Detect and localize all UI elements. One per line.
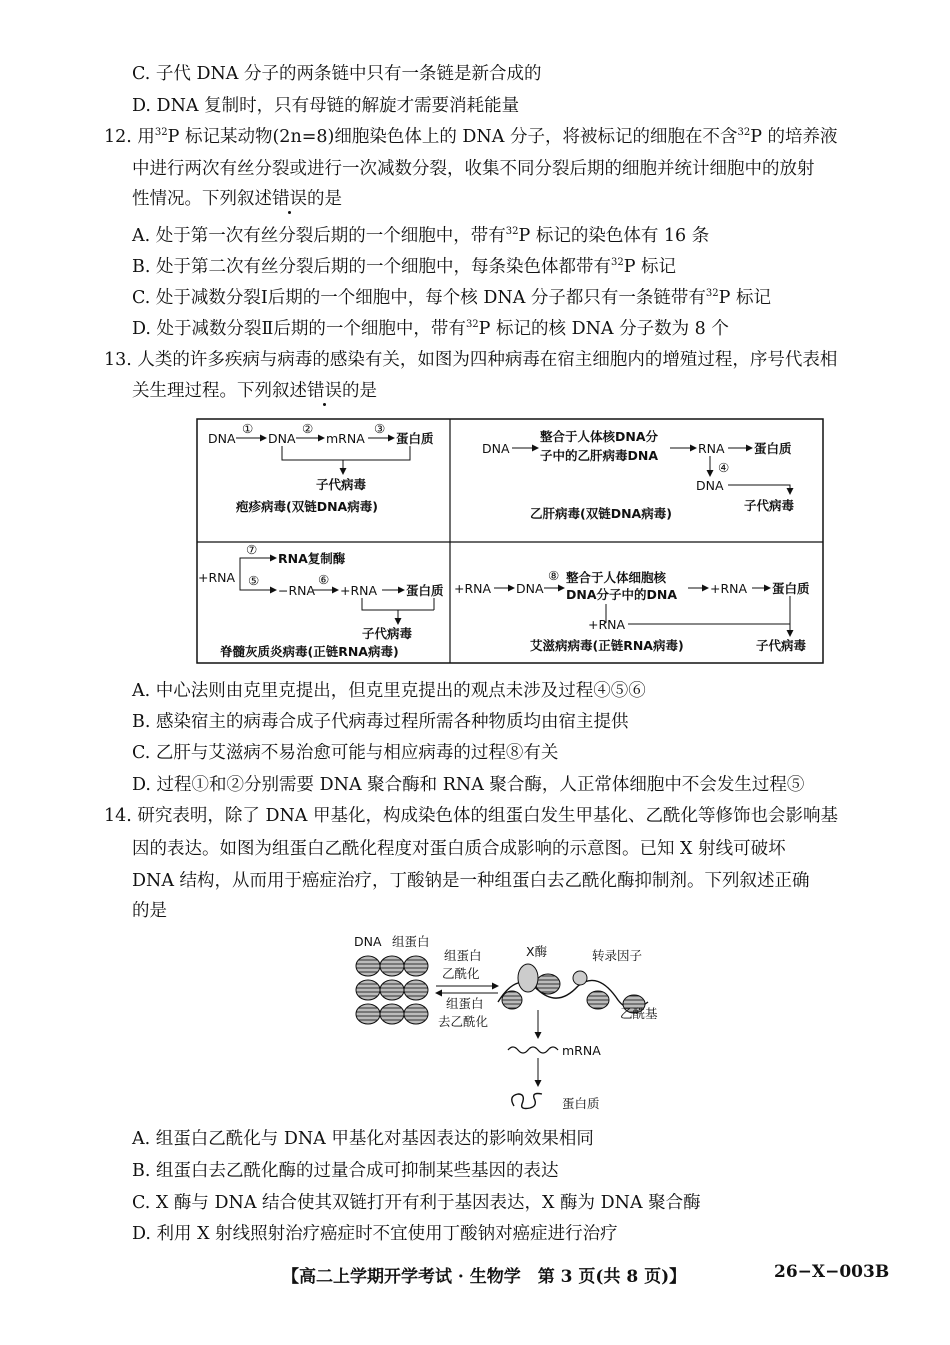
svg-text:组蛋白: 组蛋白 — [392, 934, 430, 949]
svg-text:组蛋白: 组蛋白 — [444, 948, 482, 963]
page-footer: 【高二上学期开学考试 · 生物学 第 3 页(共 8 页)】 — [282, 1267, 687, 1287]
svg-text:⑦: ⑦ — [246, 542, 258, 557]
q13-stem-line2: 关生理过程。下列叙述错误的是 — [132, 381, 377, 401]
q11-option-d: D. DNA 复制时，只有母链的解旋才需要消耗能量 — [132, 96, 520, 116]
q14-stem-line1: 14. 研究表明，除了 DNA 甲基化，构成染色体的组蛋白发生甲基化、乙酰化等修饰也会影响基 — [104, 806, 838, 826]
svg-text:⑥: ⑥ — [318, 572, 330, 587]
svg-text:子中的乙肝病毒DNA: 子中的乙肝病毒DNA — [540, 448, 659, 463]
svg-text:+RNA: +RNA — [198, 570, 236, 585]
q14-stem-line3: DNA 结构，从而用于癌症治疗，丁酸钠是一种组蛋白去乙酰化酶抑制剂。下列叙述正确 — [132, 871, 810, 891]
svg-text:蛋白质: 蛋白质 — [754, 441, 792, 456]
svg-text:乙酰化: 乙酰化 — [442, 966, 480, 981]
hepatitis-b-panel — [482, 429, 795, 521]
q12-stem-line1: 12. 用$^{32}$P 标记某动物(2n=8)细胞染色体上的 DNA 分子，将被标记的细胞在不含$^{32}$P 的培养液 — [104, 127, 838, 147]
q14-stem-line2: 因的表达。如图为组蛋白乙酰化程度对蛋白质合成影响的示意图。已知 X 射线可破坏 — [132, 839, 786, 859]
virus-replication-diagram — [196, 418, 824, 664]
svg-text:mRNA: mRNA — [326, 431, 365, 446]
q13-option-c: C. 乙肝与艾滋病不易治愈可能与相应病毒的过程⑧有关 — [132, 743, 559, 763]
p1-dna1: DNA — [208, 431, 236, 446]
svg-text:去乙酰化: 去乙酰化 — [438, 1014, 489, 1029]
svg-text:DNA: DNA — [482, 441, 510, 456]
svg-text:+RNA: +RNA — [340, 583, 378, 598]
svg-text:子代病毒: 子代病毒 — [756, 638, 807, 653]
histone-acetylation-figure — [348, 930, 678, 1120]
q12-option-d: D. 处于减数分裂Ⅱ后期的一个细胞中，带有$^{32}$P 标记的核 DNA 分子数为 8 个 — [132, 319, 729, 339]
q14-option-c: C. X 酶与 DNA 结合使其双链打开有利于基因表达，X 酶为 DNA 聚合酶 — [132, 1193, 701, 1213]
svg-text:组蛋白: 组蛋白 — [446, 996, 484, 1011]
svg-text:蛋白质: 蛋白质 — [406, 583, 444, 598]
svg-text:疱疹病毒(双链DNA病毒): 疱疹病毒(双链DNA病毒) — [236, 499, 378, 514]
svg-text:DNA: DNA — [354, 934, 382, 949]
svg-text:+RNA: +RNA — [454, 581, 492, 596]
svg-text:子代病毒: 子代病毒 — [362, 626, 413, 641]
svg-text:⑤: ⑤ — [248, 573, 260, 588]
svg-text:子代病毒: 子代病毒 — [744, 498, 795, 513]
svg-text:②: ② — [302, 421, 314, 436]
svg-text:DNA: DNA — [516, 581, 544, 596]
svg-text:①: ① — [242, 421, 254, 436]
q13-emphasis: 错误 — [307, 381, 342, 401]
svg-text:蛋白质: 蛋白质 — [562, 1096, 600, 1111]
svg-text:子代病毒: 子代病毒 — [316, 477, 367, 492]
svg-text:DNA: DNA — [696, 478, 724, 493]
hiv-panel — [454, 568, 810, 653]
q14-stem-line4: 的是 — [132, 901, 167, 921]
svg-text:艾滋病病毒(正链RNA病毒): 艾滋病病毒(正链RNA病毒) — [530, 638, 684, 653]
q14-option-a: A. 组蛋白乙酰化与 DNA 甲基化对基因表达的影响效果相同 — [132, 1129, 594, 1149]
svg-text:mRNA: mRNA — [562, 1043, 601, 1058]
svg-text:蛋白质: 蛋白质 — [396, 431, 434, 446]
q12-option-c: C. 处于减数分裂Ⅰ后期的一个细胞中，每个核 DNA 分子都只有一条链带有$^{32}$P 标记 — [132, 288, 771, 308]
svg-text:DNA分子中的DNA: DNA分子中的DNA — [566, 587, 678, 602]
svg-text:RNA: RNA — [698, 441, 725, 456]
svg-text:+RNA: +RNA — [710, 581, 748, 596]
q13-option-d: D. 过程①和②分别需要 DNA 聚合酶和 RNA 聚合酶，人正常体细胞中不会发生过程⑤ — [132, 775, 805, 795]
q13-option-a: A. 中心法则由克里克提出，但克里克提出的观点未涉及过程④⑤⑥ — [132, 681, 646, 701]
svg-text:④: ④ — [718, 460, 730, 475]
svg-text:③: ③ — [374, 421, 386, 436]
polio-virus-panel — [198, 542, 444, 659]
svg-text:DNA: DNA — [268, 431, 296, 446]
svg-text:整合于人体核DNA分: 整合于人体核DNA分 — [540, 429, 659, 444]
svg-text:整合于人体细胞核: 整合于人体细胞核 — [566, 570, 667, 585]
svg-text:蛋白质: 蛋白质 — [772, 581, 810, 596]
q12-option-b: B. 处于第二次有丝分裂后期的一个细胞中，每条染色体都带有$^{32}$P 标记 — [132, 257, 677, 277]
q13-stem-line1: 13. 人类的许多疾病与病毒的感染有关，如图为四种病毒在宿主细胞内的增殖过程，序号代表相 — [104, 350, 838, 370]
svg-text:+RNA: +RNA — [588, 617, 626, 632]
q11-option-c: C. 子代 DNA 分子的两条链中只有一条链是新合成的 — [132, 64, 542, 84]
q12-stem-line3: 性情况。下列叙述错误的是 — [132, 189, 342, 209]
q14-option-b: B. 组蛋白去乙酰化酶的过量合成可抑制某些基因的表达 — [132, 1161, 559, 1181]
svg-text:转录因子: 转录因子 — [592, 948, 643, 963]
svg-text:⑧: ⑧ — [548, 568, 560, 583]
svg-text:乙酰基: 乙酰基 — [620, 1006, 658, 1021]
svg-text:RNA复制酶: RNA复制酶 — [278, 551, 346, 566]
exam-code: 26−X−003B — [774, 1262, 890, 1282]
condensed-nucleosomes — [356, 956, 428, 1024]
q12-stem-line2: 中进行两次有丝分裂或进行一次减数分裂，收集不同分裂后期的细胞并统计细胞中的放射 — [132, 159, 815, 179]
svg-text:脊髓灰质炎病毒(正链RNA病毒): 脊髓灰质炎病毒(正链RNA病毒) — [220, 644, 399, 659]
q12-option-a: A. 处于第一次有丝分裂后期的一个细胞中，带有$^{32}$P 标记的染色体有 16 条 — [132, 226, 710, 246]
svg-text:−RNA: −RNA — [278, 583, 316, 598]
q13-option-b: B. 感染宿主的病毒合成子代病毒过程所需各种物质均由宿主提供 — [132, 712, 629, 732]
q14-option-d: D. 利用 X 射线照射治疗癌症时不宜使用丁酸钠对癌症进行治疗 — [132, 1224, 618, 1244]
svg-text:乙肝病毒(双链DNA病毒): 乙肝病毒(双链DNA病毒) — [530, 506, 672, 521]
herpes-virus-panel — [208, 421, 434, 514]
q12-emphasis: 错误 — [272, 189, 307, 209]
svg-text:X酶: X酶 — [526, 944, 548, 959]
